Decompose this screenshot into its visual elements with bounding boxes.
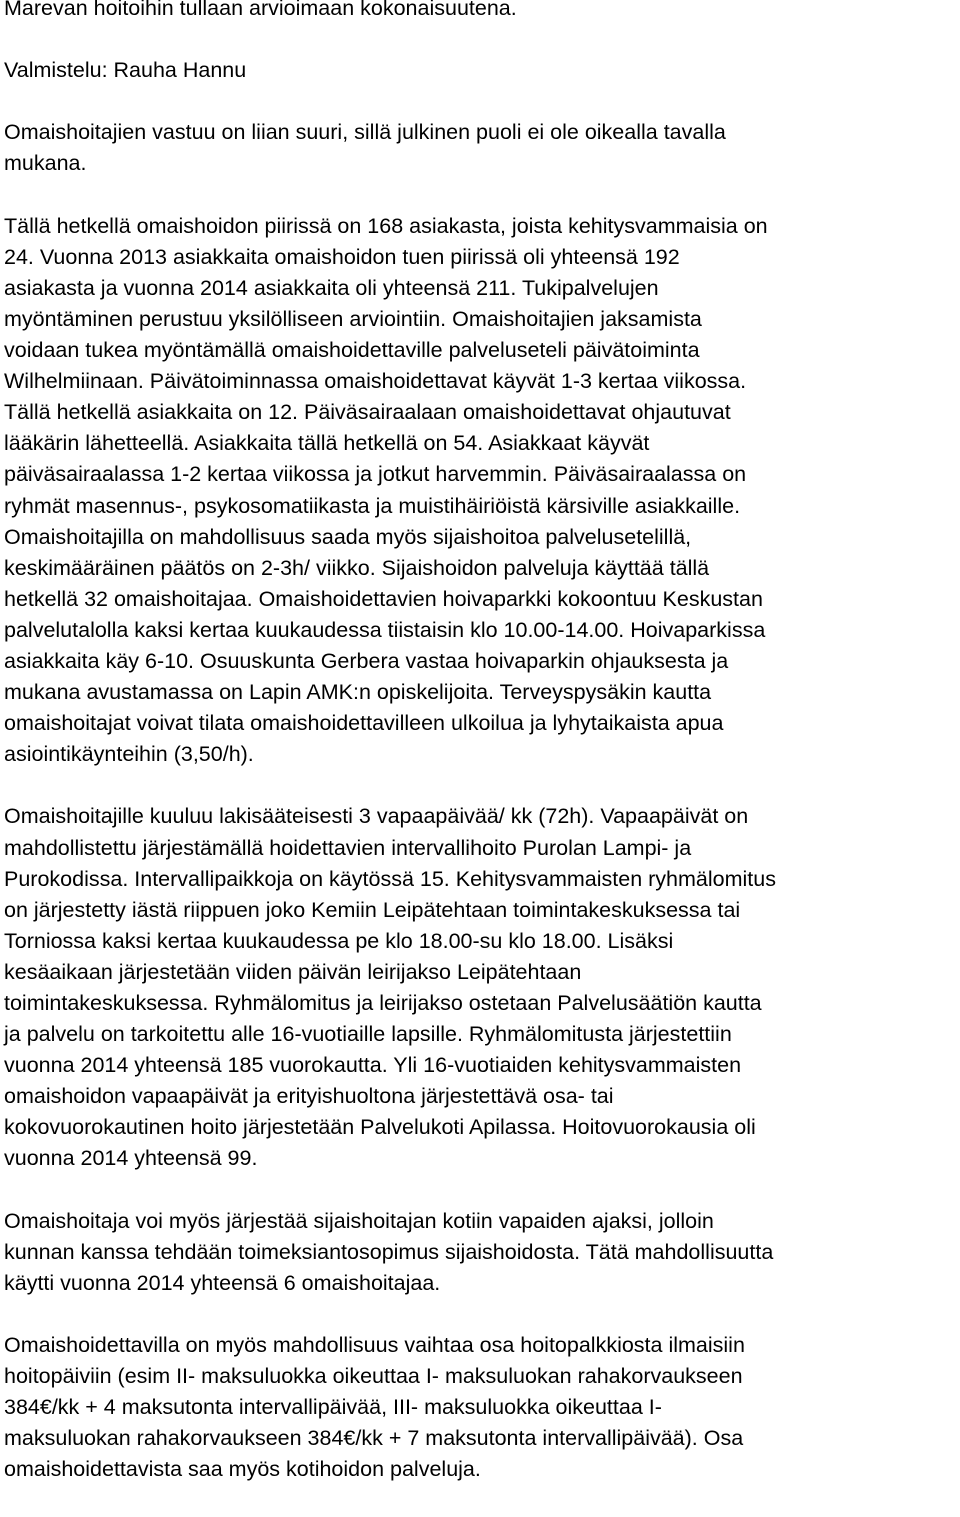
text-line: hetkellä 32 omaishoitajaa. Omaishoidettavien hoivaparkki kokoontuu Keskustan (4, 586, 763, 611)
paragraph-marevan (4, 0, 958, 24)
text-line: 24. Vuonna 2013 asiakkaita omaishoidon tuen piirissä oli yhteensä 192 (4, 244, 680, 269)
text-line: päiväsairaalassa 1-2 kertaa viikossa ja jotkut harvemmin. Päiväsairaalassa on (4, 462, 747, 487)
text-line: Tällä hetkellä asiakkaita on 12. Päiväsairaalaan omaishoidettavat ohjautuvat (4, 400, 731, 425)
text-line: omaishoitajat voivat tilata omaishoidettavilleen ulkoilua ja lyhytaikaista apua (4, 711, 724, 736)
paragraph-days-off (4, 801, 958, 1174)
text-line: asiakasta ja vuonna 2014 asiakkaita oli yhteensä 211. Tukipalvelujen (4, 275, 659, 300)
text-line: Wilhelmiinaan. Päivätoiminnassa omaishoidettavat käyvät 1-3 kertaa viikossa. (4, 369, 747, 394)
text-line: ja palvelu on tarkoitettu alle 16-vuotiaille lapsille. Ryhmälomitusta järjestettiin (4, 1022, 732, 1047)
text-line: kunnan kanssa tehdään toimeksiantosopimus sijaishoidosta. Tätä mahdollisuutta (4, 1239, 774, 1264)
paragraph-responsibility (4, 117, 958, 179)
text-line: Purokodissa. Intervallipaikkoja on käytössä 15. Kehitysvammaisten ryhmälomitus (4, 866, 776, 891)
document-page (4, 0, 958, 1517)
text-line: Omaishoitaja voi myös järjestää sijaishoitajan kotiin vapaiden ajaksi, jolloin (4, 1208, 714, 1233)
text-line: mukana avustamassa on Lapin AMK:n opiskelijoita. Terveyspysäkin kautta (4, 680, 712, 705)
text-line: Torniossa kaksi kertaa kuukaudessa pe klo 18.00-su klo 18.00. Lisäksi (4, 928, 674, 953)
text-line: asiakkaita käy 6-10. Osuuskunta Gerbera vastaa hoivaparkin ohjauksesta ja (4, 648, 729, 673)
paragraph-substitute-care (4, 1206, 958, 1299)
paragraph-current-clients (4, 211, 958, 771)
text-line: Marevan hoitoihin tullaan arvioimaan kokonaisuutena. (4, 0, 517, 20)
text-line: vuonna 2014 yhteensä 99. (4, 1146, 258, 1171)
text-line: mukana. (4, 151, 87, 176)
text-line: Omaishoitajilla on mahdollisuus saada myös sijaishoitoa palvelusetelillä, (4, 524, 692, 549)
text-line: on järjestetty iästä riippuen joko Kemiin Leipätehtaan toimintakeskuksessa tai (4, 897, 741, 922)
text-line: maksuluokan rahakorvaukseen 384€/kk + 7 maksutonta intervallipäivää). Osa (4, 1426, 744, 1451)
text-line: Omaishoidettavilla on myös mahdollisuus vaihtaa osa hoitopalkkiosta ilmaisiin (4, 1333, 745, 1358)
paragraph-care-fee-exchange (4, 1330, 958, 1485)
text-line: kesäaikaan järjestetään viiden päivän leirijakso Leipätehtaan (4, 959, 582, 984)
text-line: keskimääräinen päätös on 2-3h/ viikko. Sijaishoidon palveluja käyttää tällä (4, 555, 710, 580)
text-line: hoitopäiviin (esim II- maksuluokka oikeuttaa I- maksuluokan rahakorvaukseen (4, 1364, 743, 1389)
text-line: Tällä hetkellä omaishoidon piirissä on 168 asiakasta, joista kehitysvammaisia on (4, 213, 768, 238)
text-line: omaishoidettavista saa myös kotihoidon palveluja. (4, 1457, 481, 1482)
text-line: asiointikäynteihin (3,50/h). (4, 742, 254, 767)
text-line: lääkärin lähetteellä. Asiakkaita tällä hetkellä on 54. Asiakkaat käyvät (4, 431, 650, 456)
text-line: ryhmät masennus-, psykosomatiikasta ja muistihäiriöistä kärsiville asiakkaille. (4, 493, 741, 518)
text-line: palvelutalolla kaksi kertaa kuukaudessa tiistaisin klo 10.00-14.00. Hoivaparkissa (4, 617, 766, 642)
text-line: 384€/kk + 4 maksutonta intervallipäivää, III- maksuluokka oikeuttaa I- (4, 1395, 662, 1420)
text-line: voidaan tukea myöntämällä omaishoidettaville palveluseteli päivätoiminta (4, 338, 700, 363)
text-line: Valmistelu: Rauha Hannu (4, 58, 247, 83)
text-line: Omaishoitajille kuuluu lakisääteisesti 3 vapaapäivää/ kk (72h). Vapaapäivät on (4, 804, 749, 829)
text-line: mahdollistettu järjestämällä hoidettavien intervallihoito Purolan Lampi- ja (4, 835, 692, 860)
text-line: myöntäminen perustuu yksilölliseen arviointiin. Omaishoitajien jaksamista (4, 306, 702, 331)
text-line: käytti vuonna 2014 yhteensä 6 omaishoitajaa. (4, 1270, 441, 1295)
paragraph-preparation (4, 55, 958, 86)
text-line: omaishoidon vapaapäivät ja erityishuoltona järjestettävä osa- tai (4, 1084, 614, 1109)
text-line: Omaishoitajien vastuu on liian suuri, sillä julkinen puoli ei ole oikealla tavalla (4, 120, 726, 145)
text-line: kokovuorokautinen hoito järjestetään Palvelukoti Apilassa. Hoitovuorokausia oli (4, 1115, 756, 1140)
text-line: vuonna 2014 yhteensä 185 vuorokautta. Yli 16-vuotiaiden kehitysvammaisten (4, 1053, 742, 1078)
text-line: toimintakeskuksessa. Ryhmälomitus ja leirijakso ostetaan Palvelusäätiön kautta (4, 991, 762, 1015)
